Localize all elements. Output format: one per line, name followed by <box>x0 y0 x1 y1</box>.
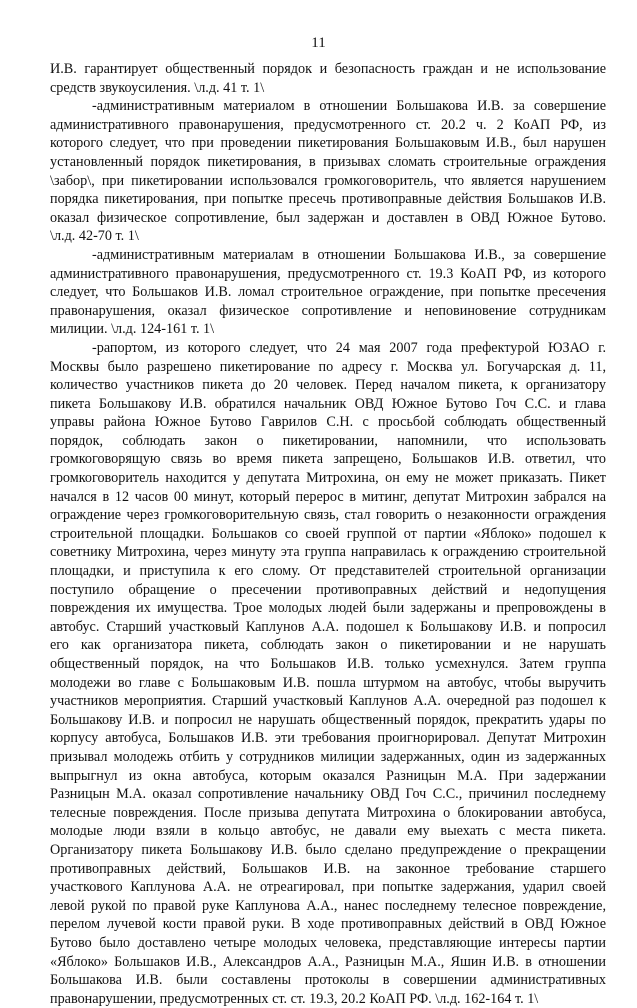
text-line: -рапортом, из которого следует, что 24 мая 2007 года префектурой ЮЗАО г. <box>92 339 606 356</box>
text-line: громкоговорящую связь во время пикета запрещено, Большаков И.В. ответил, что <box>50 451 606 468</box>
text-line: молодые люди взяли в кольцо автобус, не давали ему выехать с места пикета. <box>50 823 606 840</box>
text-line: молодежи во главе с Большаковым И.В. пошла штурмом на автобус, чтобы выручить <box>50 674 606 691</box>
text-line: которого следует, что при проведении пикетирования Большаковым И.В., был нарушен <box>50 135 606 152</box>
text-line: телесные повреждения. После призыва депутата Митрохина о блокировании автобуса, <box>50 804 606 821</box>
text-line: Организатору пикета Большакову И.В. было сделано предупреждение о прекращении <box>50 841 606 858</box>
text-line: повреждения их имущества. Трое молодых людей были задержаны и препровождены в <box>50 600 606 617</box>
text-line: управы района Южное Бутово Гаврилов С.Н. с просьбой соблюдать общественный <box>50 414 606 431</box>
text-line: милиции. \л.д. 124-161 т. 1\ <box>50 321 215 338</box>
text-line: Большакову И.В. и попросил не нарушать общественный порядок, прекратить удары по <box>50 711 606 728</box>
text-line: оказал физическое сопротивление, был задержан и доставлен в ОВД Южное Бутово. <box>50 209 606 226</box>
text-line: Москвы было разрешено пикетирование по адресу г. Москва ул. Богучарская д. 11, <box>50 358 606 375</box>
text-line: порядка пикетирования, при попытке пресечь противоправные действия Большаков И.В. <box>50 191 606 208</box>
text-line: призывал молодежь отбить у сотрудников милиции задержанных, один из задержанных <box>50 748 606 765</box>
text-line: \забор\, при пикетировании использовался громкоговоритель, что является нарушением <box>50 172 606 189</box>
text-line: количество участников пикета до 20 человек. Перед началом пикета, к организатору <box>50 377 606 394</box>
text-line: «Яблоко» Большаков И.В., Александров А.А., Разницын М.А., Яшин И.В. в отношении <box>50 953 606 970</box>
text-line: левой рукой по правой руке Каплунова А.А., нанес последнему телесное повреждение, <box>50 897 606 914</box>
text-line: \л.д. 42-70 т. 1\ <box>50 228 139 245</box>
text-line: корпусу автобуса, Большаков И.В. эти требования проигнорировал. Депутат Митрохин <box>50 730 606 747</box>
text-line: порядок, соблюдать закон о пикетировании, напомнили, что использовать <box>50 432 606 449</box>
document-body <box>50 60 606 1008</box>
text-line: общественный порядок, на что Большаков И.В. только усмехнулся. Затем группа <box>50 656 606 672</box>
text-line: И.В. гарантирует общественный порядок и безопасность граждан и не использование <box>50 61 606 77</box>
text-line: противоправных действий, Большаков И.В. на законное требование старшего <box>50 860 606 877</box>
text-line: установленный порядок пикетирования, в призывах сломать строительные ограждения <box>50 153 606 170</box>
text-line: выпрыгнул из окна автобуса, которым оказался Разницын М.А. При задержании <box>50 767 606 784</box>
text-line: правонарушении, предусмотренных ст. ст. 19.3, 20.2 КоАП РФ. \л.д. 162-164 т. 1\ <box>50 990 539 1007</box>
page-number: 11 <box>311 35 326 51</box>
text-line: начался в 12 часов 00 минут, который перерос в митинг, депутат Митрохин забрался на <box>50 488 606 505</box>
text-line: участников мероприятия. Старший участковый Каплунов А.А. очередной раз подошел к <box>50 693 606 710</box>
text-line: автобус. Старший участковый Каплунов А.А. подошел к Большакову И.В. и попросил <box>50 618 606 635</box>
text-line: Бутово было доставлено четыре молодых человека, представляющие интересы партии <box>50 934 606 951</box>
text-line: участкового Каплунова А.А. не отреагировал, при попытке задержания, ударил своей <box>50 879 606 896</box>
text-line: средств звукоусиления. \л.д. 41 т. 1\ <box>50 79 265 96</box>
text-line: административного правонарушения, предусмотренного ст. 20.2 ч. 2 КоАП РФ, из <box>50 116 606 133</box>
text-line: строительной площадки. Большаков со своей группой от партии «Яблоко» подошел к <box>50 525 606 542</box>
text-line: поступило обращение о пресечении противоправных действий и недопущения <box>50 581 606 598</box>
text-line: ограждение через громкоговорительную связь, стал говорить о незаконности ограждения <box>50 507 606 524</box>
text-line: административного правонарушения, предусмотренного ст. 19.3 КоАП РФ, из которого <box>50 265 606 282</box>
text-line: пикета Большакову И.В. обратился начальник ОВД Южное Бутово Гоч С.С. и глава <box>50 395 606 412</box>
text-line: его как организатора пикета, соблюдать закон о пикетировании и не нарушать <box>50 637 606 654</box>
text-line: советнику Митрохина, через минуту эта группа направилась к ограждению строительной <box>50 544 606 561</box>
text-line: перелом лучевой кости правой руки. В ходе противоправных действий в ОВД Южное <box>50 916 606 933</box>
text-line: следует, что Большаков И.В. ломал строительное ограждение, при попытке пресечения <box>50 284 606 301</box>
text-line: -административным материалам в отношении Большакова И.В., за совершение <box>92 246 606 263</box>
text-line: правонарушения, оказал физическое сопротивление и неповиновение сотрудникам <box>50 302 606 319</box>
text-line: Разницын М.А. оказал сопротивление начальнику ОВД Гоч С.С., причинил последнему <box>50 786 606 803</box>
text-line: -административным материалом в отношении Большакова И.В. за совершение <box>92 98 606 115</box>
text-line: площадки, и приступила к его слому. От представителей строительной организации <box>50 563 606 580</box>
text-line: громкоговоритель находится у депутата Митрохина, он ему не может приказать. Пикет <box>50 470 606 487</box>
text-line: Большакова И.В. были составлены протоколы в совершении административных <box>50 972 606 989</box>
